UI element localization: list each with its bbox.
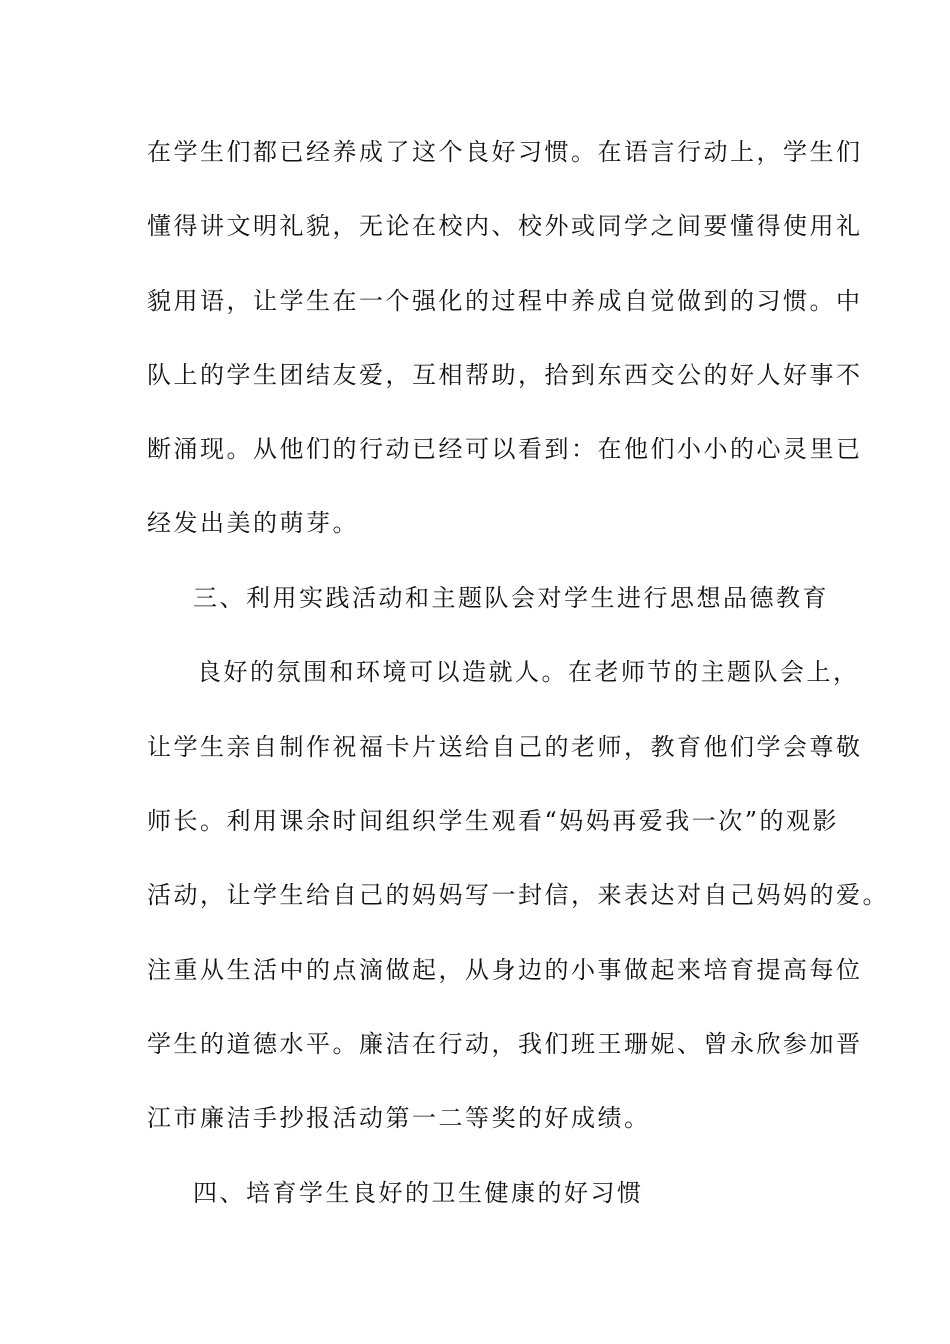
section-heading-3: 三、利用实践活动和主题队会对学生进行思想品德教育 [193,584,829,612]
body-text-line: 学生的道德水平。廉洁在行动，我们班王珊妮、曾永欣参加晋 [147,1030,863,1058]
body-text-line: 师长。利用课余时间组织学生观看“妈妈再爱我一次”的观影 [147,807,840,835]
body-text-line: 貌用语，让学生在一个强化的过程中养成自觉做到的习惯。中 [147,287,863,315]
body-text-line: 队上的学生团结友爱，互相帮助，拾到东西交公的好人好事不 [147,361,863,389]
section-heading-4: 四、培育学生良好的卫生健康的好习惯 [193,1179,644,1207]
body-text-line: 经发出美的萌芽。 [147,509,359,537]
body-text-line: 懂得讲文明礼貌，无论在校内、校外或同学之间要懂得使用礼 [147,212,863,240]
body-text-line: 江市廉洁手抄报活动第一二等奖的好成绩。 [147,1104,651,1132]
body-text-line: 注重从生活中的点滴做起，从身边的小事做起来培育提高每位 [147,956,863,984]
body-text-line: 在学生们都已经养成了这个良好习惯。在语言行动上，学生们 [147,138,863,166]
body-text-line: 让学生亲自制作祝福卡片送给自己的老师，教育他们学会尊敬 [147,733,863,761]
body-text-line: 断涌现。从他们的行动已经可以看到：在他们小小的心灵里已 [147,435,863,463]
body-text-line: 良好的氛围和环境可以造就人。在老师节的主题队会上， [197,658,860,686]
body-text-line: 活动，让学生给自己的妈妈写一封信，来表达对自己妈妈的爱。 [147,881,889,909]
